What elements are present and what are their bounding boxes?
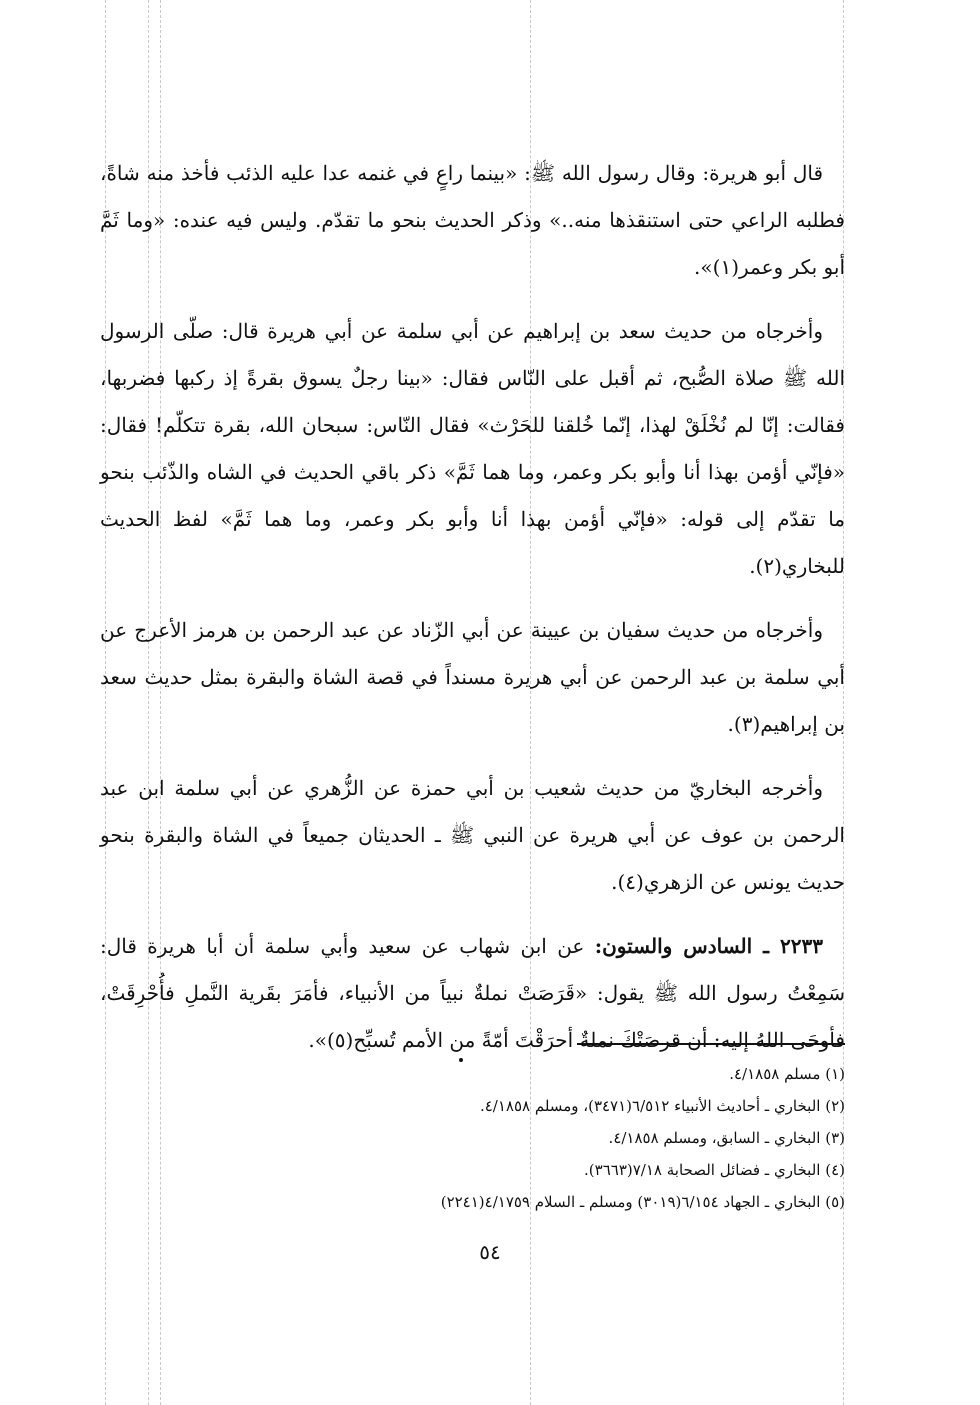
page-number: ٥٤ (479, 1240, 501, 1264)
paragraph-2: وأخرجاه من حديث سعد بن إبراهيم عن أبي سلمة عن أبي هريرة قال: صلّى الرسول الله ﷺ صلاة الصُّبح، ثم أقبل على النّاس فقال: «بينا رجلٌ يسوق بقرةً إذ ركبها فضربها، فقالت: إنّا لم نُخْلَقْ لهذا، إنّما خُلقنا للحَرْث» فقال النّاس: سبحان الله، بقرة تتكلّم! فقال: «فإنّي أؤمن بهذا أنا وأبو بكر وعمر، وما هما ثَمَّ» ذكر باقي الحديث في الشاه والذّئب بنحو ما تقدّم إلى قوله: «فإنّي أؤمن بهذا أنا وأبو بكر وعمر، وما هما ثَمَّ» لفظ الحديث للبخاري(٢). (100, 319, 845, 578)
footnotes (100, 1058, 845, 1218)
paragraph-4: وأخرجه البخاريّ من حديث شعيب بن أبي حمزة عن الزُّهري عن أبي سلمة ابن عبد الرحمن بن عوف عن أبي هريرة عن النبي ﷺ ـ الحديثان جميعاً في الشاة والبقرة بنحو حديث يونس عن الزهري(٤). (100, 776, 845, 894)
footnote-1: (١) مسلم ٤/١٨٥٨. (729, 1065, 845, 1083)
paragraph-3: وأخرجاه من حديث سفيان بن عيينة عن أبي الزّناد عن عبد الرحمن بن هرمز الأعرج عن أبي سلمة بن عبد الرحمن عن أبي هريرة مسنداً في قصة الشاة والبقرة بمثل حديث سعد بن إبراهيم(٣). (100, 618, 845, 736)
footnote-5: (٥) البخاري ـ الجهاد ٦/١٥٤(٣٠١٩) ومسلم ـ السلام ٤/١٧٥٩(٢٢٤١) (440, 1193, 845, 1211)
footnote-4: (٤) البخاري ـ فضائل الصحابة ٧/١٨(٣٦٦٣). (584, 1161, 845, 1179)
footnote-divider (577, 1043, 845, 1045)
section-text: عن ابن شهاب عن سعيد وأبي سلمة أن أبا هريرة قال: سَمِعْتُ رسول الله ﷺ يقول: «قَرَصَتْ نملةٌ نبياً من الأنبياء، فأمَرَ بقَرية النَّملِ فأُحْرِقَتْ، فأوحَى اللهُ إليه: أن قرصَتْكَ نملةٌ أحرَقْتَ أمّةً من الأمم تُسبِّح(٥)». (100, 934, 845, 1052)
footnote-3: (٣) البخاري ـ السابق، ومسلم ٤/١٨٥٨. (608, 1129, 845, 1147)
footnote-2: (٢) البخاري ـ أحاديث الأنبياء ٦/٥١٢(٣٤٧١)، ومسلم ٤/١٨٥٨. (479, 1097, 845, 1115)
section-heading: ٢٢٣٣ ـ السادس والستون: (594, 934, 823, 958)
main-text (100, 150, 845, 1081)
paragraph-1: قال أبو هريرة: وقال رسول الله ﷺ: «بينما راعٍ في غنمه عدا عليه الذئب فأخذ منه شاةً، فطلبه الراعي حتى استنقذها منه..» وذكر الحديث بنحو ما تقدّم. وليس فيه عنده: «وما ثَمَّ أبو بكر وعمر(١)». (100, 161, 845, 279)
